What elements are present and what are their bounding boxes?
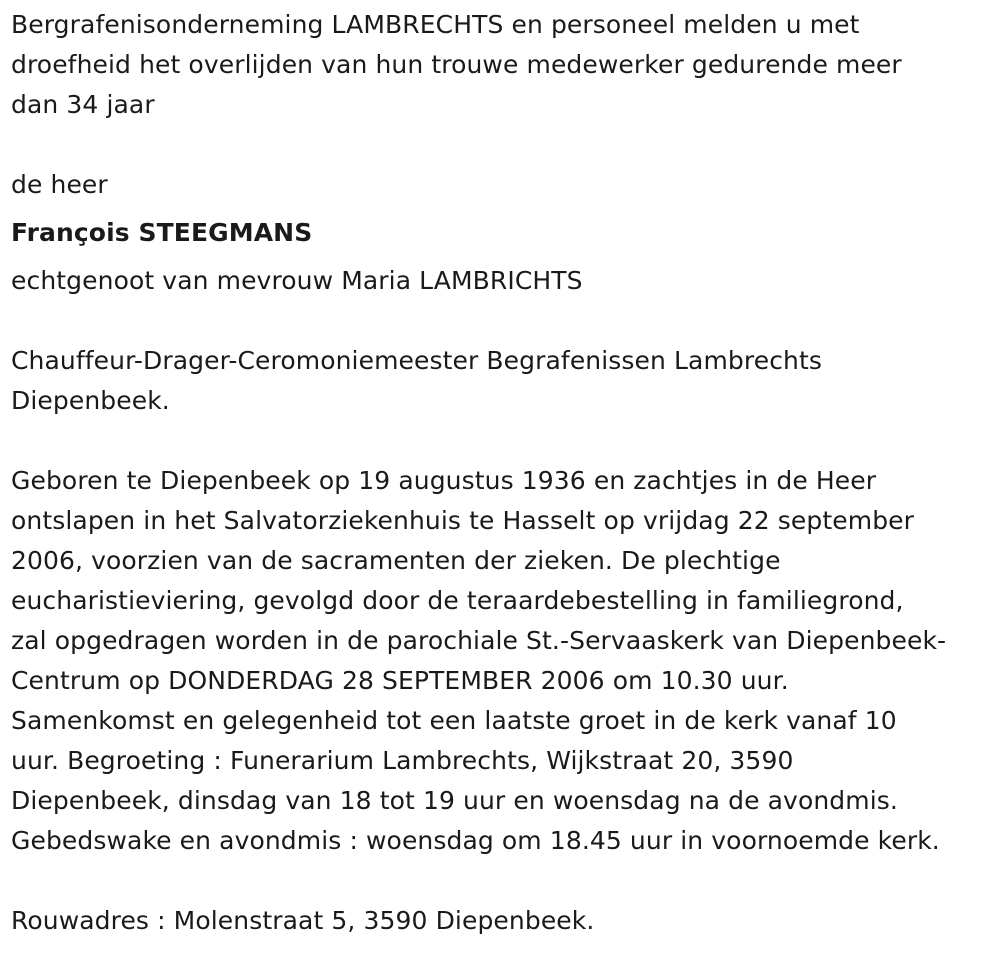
details-line: eucharistieviering, gevolgd door de teraardebestelling in familiegrond, bbox=[11, 586, 904, 615]
spacer bbox=[11, 125, 996, 165]
details-line: Diepenbeek, dinsdag van 18 tot 19 uur en woensdag na de avondmis. bbox=[11, 786, 898, 815]
occupation-line: Chauffeur-Drager-Ceromoniemeester Begrafenissen Lambrechts bbox=[11, 346, 823, 375]
details-paragraph bbox=[11, 461, 996, 861]
details-line: Geboren te Diepenbeek op 19 augustus 1936 en zachtjes in de Heer bbox=[11, 466, 877, 495]
details-line: 2006, voorzien van de sacramenten der zieken. De plechtige bbox=[11, 546, 781, 575]
announcement-line: droefheid het overlijden van hun trouwe medewerker gedurende meer bbox=[11, 50, 902, 79]
occupation-paragraph bbox=[11, 341, 996, 421]
details-line: uur. Begroeting : Funerarium Lambrechts, Wijkstraat 20, 3590 bbox=[11, 746, 794, 775]
honorific: de heer bbox=[11, 170, 108, 199]
announcement-line: dan 34 jaar bbox=[11, 90, 155, 119]
occupation-line: Diepenbeek. bbox=[11, 386, 170, 415]
spouse-line: echtgenoot van mevrouw Maria LAMBRICHTS bbox=[11, 266, 583, 295]
deceased-name: François STEEGMANS bbox=[11, 218, 313, 247]
details-line: zal opgedragen worden in de parochiale St.-Servaaskerk van Diepenbeek- bbox=[11, 626, 947, 655]
spacer bbox=[11, 301, 996, 341]
details-line: Centrum op DONDERDAG 28 SEPTEMBER 2006 om 10.30 uur. bbox=[11, 666, 789, 695]
details-line: Samenkomst en gelegenheid tot een laatste groet in de kerk vanaf 10 bbox=[11, 706, 897, 735]
spacer bbox=[11, 861, 996, 901]
announcement-line: Bergrafenisonderneming LAMBRECHTS en personeel melden u met bbox=[11, 10, 860, 39]
announcement-paragraph bbox=[11, 5, 996, 125]
mourning-address: Rouwadres : Molenstraat 5, 3590 Diepenbeek. bbox=[11, 906, 595, 935]
details-line: ontslapen in het Salvatorziekenhuis te Hasselt op vrijdag 22 september bbox=[11, 506, 915, 535]
spacer bbox=[11, 421, 996, 461]
details-line: Gebedswake en avondmis : woensdag om 18.45 uur in voornoemde kerk. bbox=[11, 826, 940, 855]
death-notice bbox=[11, 5, 996, 941]
